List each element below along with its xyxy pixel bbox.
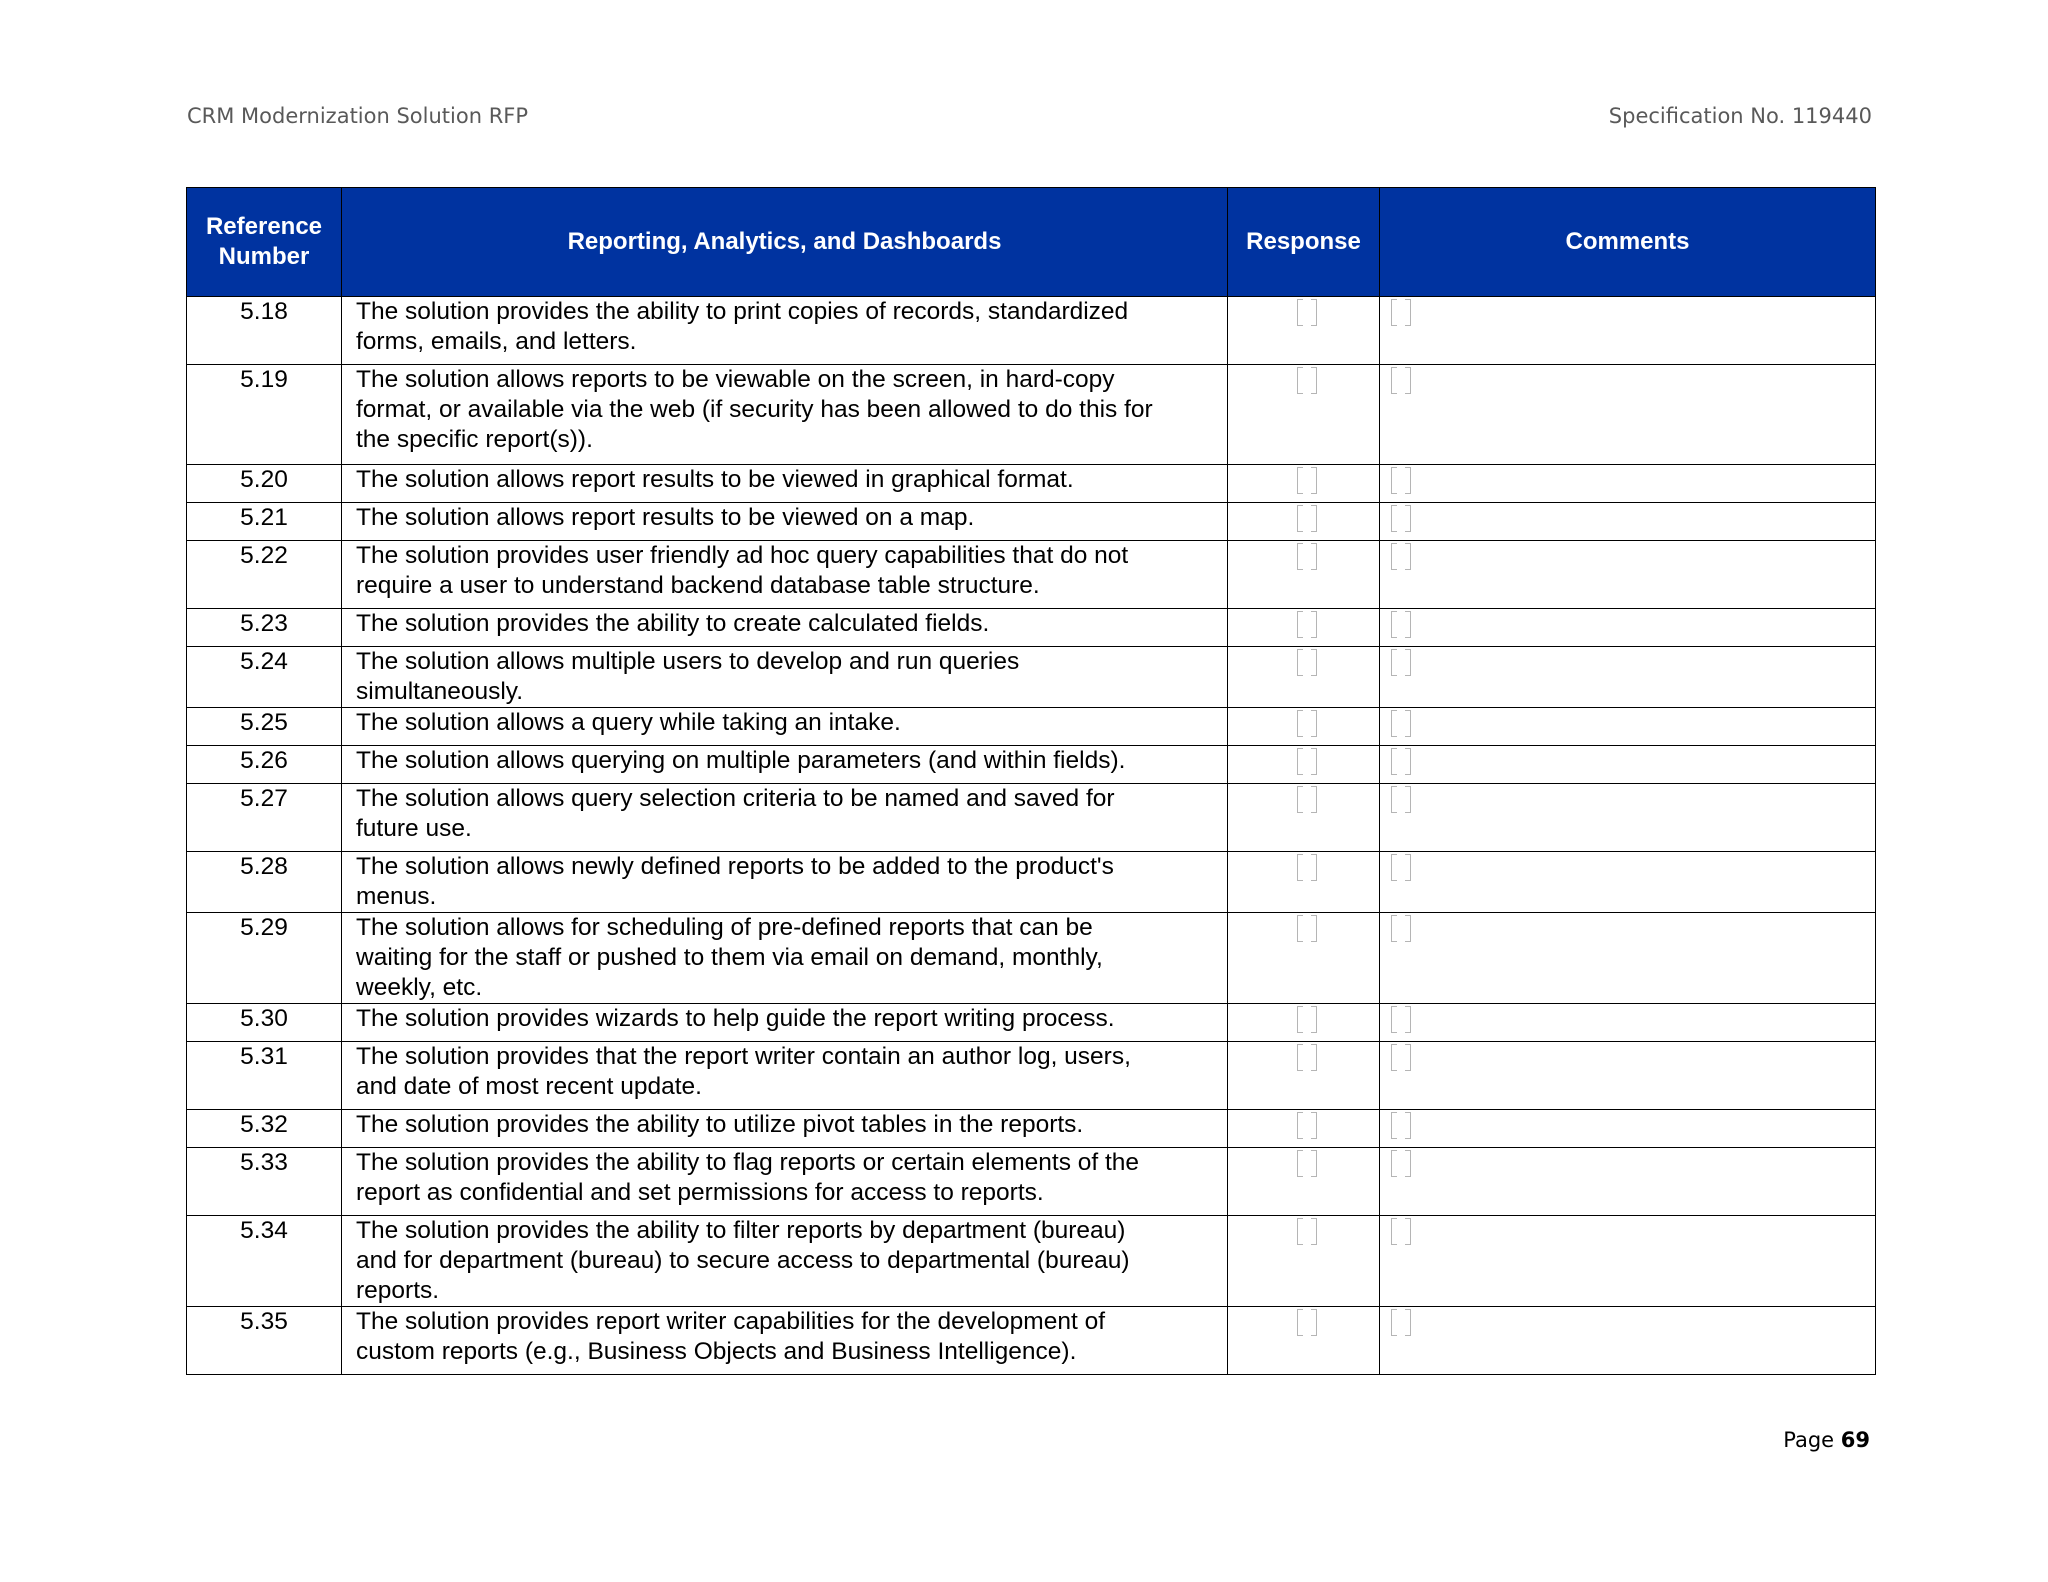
comments-form-field[interactable] (1391, 467, 1411, 494)
comments-form-field[interactable] (1391, 1218, 1411, 1245)
running-header-spec-number: Specification No. 119440 (1608, 104, 1872, 128)
table-row (187, 297, 1876, 365)
comments-form-field[interactable] (1391, 649, 1411, 676)
requirement-description (342, 784, 1228, 852)
reference-number: 5.23 (187, 609, 342, 647)
response-cell (1228, 852, 1380, 913)
page-number: 69 (1840, 1428, 1870, 1452)
requirement-text-line: simultaneously. (356, 678, 524, 705)
reference-number: 5.32 (187, 1110, 342, 1148)
table-row (187, 1004, 1876, 1042)
table-row (187, 365, 1876, 465)
response-cell (1228, 746, 1380, 784)
comments-form-field[interactable] (1391, 1044, 1411, 1071)
requirement-text-line: The solution allows querying on multiple parameters (and within fields). (356, 747, 1126, 774)
response-form-field[interactable] (1297, 1112, 1317, 1139)
requirement-text-line: and for department (bureau) to secure access to departmental (bureau) (356, 1247, 1130, 1274)
response-form-field[interactable] (1297, 543, 1317, 570)
reference-number: 5.20 (187, 465, 342, 503)
comments-cell (1380, 609, 1876, 647)
comments-cell (1380, 1216, 1876, 1307)
response-cell (1228, 1042, 1380, 1110)
requirement-text-line: The solution allows newly defined reports to be added to the product's (356, 853, 1114, 880)
response-form-field[interactable] (1297, 748, 1317, 775)
table-row (187, 1110, 1876, 1148)
requirement-text-line: require a user to understand backend database table structure. (356, 572, 1040, 599)
column-header-comments: Comments (1380, 188, 1876, 297)
reference-number: 5.28 (187, 852, 342, 913)
requirement-description (342, 1307, 1228, 1375)
response-cell (1228, 1216, 1380, 1307)
table-row (187, 708, 1876, 746)
comments-cell (1380, 1004, 1876, 1042)
requirement-text-line: The solution allows query selection criteria to be named and saved for (356, 785, 1115, 812)
response-cell (1228, 1307, 1380, 1375)
response-cell (1228, 541, 1380, 609)
response-form-field[interactable] (1297, 367, 1317, 394)
table-row (187, 784, 1876, 852)
table-row (187, 609, 1876, 647)
comments-form-field[interactable] (1391, 367, 1411, 394)
reference-number: 5.21 (187, 503, 342, 541)
comments-cell (1380, 1042, 1876, 1110)
response-form-field[interactable] (1297, 786, 1317, 813)
requirement-text-line: The solution provides the ability to print copies of records, standardized (356, 298, 1129, 325)
requirement-description (342, 1110, 1228, 1148)
response-form-field[interactable] (1297, 649, 1317, 676)
comments-cell (1380, 1307, 1876, 1375)
response-cell (1228, 365, 1380, 465)
requirement-description (342, 609, 1228, 647)
response-form-field[interactable] (1297, 299, 1317, 326)
response-form-field[interactable] (1297, 505, 1317, 532)
requirement-description (342, 297, 1228, 365)
requirement-description (342, 1148, 1228, 1216)
requirement-text-line: report as confidential and set permissions for access to reports. (356, 1179, 1044, 1206)
requirement-text-line: custom reports (e.g., Business Objects and Business Intelligence). (356, 1338, 1077, 1365)
comments-cell (1380, 297, 1876, 365)
requirement-text-line: The solution provides the ability to utilize pivot tables in the reports. (356, 1111, 1084, 1138)
requirement-description (342, 465, 1228, 503)
requirement-description (342, 852, 1228, 913)
reference-number: 5.31 (187, 1042, 342, 1110)
comments-cell (1380, 1110, 1876, 1148)
response-cell (1228, 784, 1380, 852)
requirement-text-line: The solution provides the ability to create calculated fields. (356, 610, 990, 637)
reference-number: 5.22 (187, 541, 342, 609)
table-row (187, 1148, 1876, 1216)
response-form-field[interactable] (1297, 854, 1317, 881)
table-row (187, 541, 1876, 609)
reference-number: 5.35 (187, 1307, 342, 1375)
requirements-table (186, 187, 1876, 1375)
requirement-description (342, 365, 1228, 465)
requirement-text-line: The solution provides report writer capabilities for the development of (356, 1308, 1105, 1335)
reference-number: 5.30 (187, 1004, 342, 1042)
requirement-text-line: The solution allows report results to be viewed on a map. (356, 504, 975, 531)
reference-number: 5.18 (187, 297, 342, 365)
response-form-field[interactable] (1297, 1006, 1317, 1033)
table-row (187, 746, 1876, 784)
requirement-text-line: future use. (356, 815, 472, 842)
reference-number: 5.25 (187, 708, 342, 746)
requirement-description (342, 1004, 1228, 1042)
requirement-description (342, 1042, 1228, 1110)
requirement-text-line: and date of most recent update. (356, 1073, 702, 1100)
reference-number: 5.33 (187, 1148, 342, 1216)
table-row (187, 1307, 1876, 1375)
response-cell (1228, 1110, 1380, 1148)
response-form-field[interactable] (1297, 710, 1317, 737)
response-form-field[interactable] (1297, 611, 1317, 638)
comments-cell (1380, 365, 1876, 465)
requirement-description (342, 647, 1228, 708)
reference-number: 5.29 (187, 913, 342, 1004)
comments-form-field[interactable] (1391, 748, 1411, 775)
reference-number: 5.19 (187, 365, 342, 465)
requirement-text-line: menus. (356, 883, 437, 910)
requirement-description (342, 503, 1228, 541)
comments-form-field[interactable] (1391, 299, 1411, 326)
comments-form-field[interactable] (1391, 611, 1411, 638)
response-form-field[interactable] (1297, 1044, 1317, 1071)
requirement-description (342, 913, 1228, 1004)
comments-cell (1380, 465, 1876, 503)
comments-form-field[interactable] (1391, 710, 1411, 737)
response-cell (1228, 913, 1380, 1004)
table-row (187, 647, 1876, 708)
comments-form-field[interactable] (1391, 543, 1411, 570)
table-row (187, 852, 1876, 913)
comments-cell (1380, 541, 1876, 609)
response-form-field[interactable] (1297, 467, 1317, 494)
response-cell (1228, 609, 1380, 647)
column-header-response: Response (1228, 188, 1380, 297)
reference-number: 5.27 (187, 784, 342, 852)
comments-form-field[interactable] (1391, 854, 1411, 881)
requirement-text-line: The solution allows reports to be viewable on the screen, in hard-copy (356, 366, 1115, 393)
column-header-reference-line1: Reference (205, 213, 323, 240)
requirement-text-line: The solution allows for scheduling of pre-defined reports that can be (356, 914, 1093, 941)
running-header-title: CRM Modernization Solution RFP (187, 104, 529, 128)
reference-number: 5.34 (187, 1216, 342, 1307)
column-header-reference-line2: Number (218, 243, 310, 270)
table-body (187, 297, 1876, 1375)
comments-form-field[interactable] (1391, 786, 1411, 813)
table-row (187, 1042, 1876, 1110)
comments-cell (1380, 708, 1876, 746)
requirement-text-line: the specific report(s)). (356, 426, 593, 453)
response-cell (1228, 1004, 1380, 1042)
response-form-field[interactable] (1297, 1309, 1317, 1336)
comments-cell (1380, 1148, 1876, 1216)
response-cell (1228, 1148, 1380, 1216)
table-row (187, 1216, 1876, 1307)
page-label: Page (1783, 1428, 1835, 1452)
requirement-description (342, 708, 1228, 746)
requirement-description (342, 746, 1228, 784)
requirement-text-line: The solution allows multiple users to develop and run queries (356, 648, 1020, 675)
requirement-description (342, 1216, 1228, 1307)
reference-number: 5.26 (187, 746, 342, 784)
column-header-section-title: Reporting, Analytics, and Dashboards (342, 188, 1228, 297)
requirement-text-line: reports. (356, 1277, 440, 1304)
requirement-text-line: The solution provides that the report writer contain an author log, users, (356, 1043, 1131, 1070)
table-row (187, 503, 1876, 541)
comments-cell (1380, 913, 1876, 1004)
table-row (187, 465, 1876, 503)
requirement-text-line: forms, emails, and letters. (356, 328, 637, 355)
response-form-field[interactable] (1297, 915, 1317, 942)
page-footer (1783, 1428, 1870, 1452)
comments-form-field[interactable] (1391, 1150, 1411, 1177)
requirement-text-line: waiting for the staff or pushed to them via email on demand, monthly, (356, 944, 1103, 971)
comments-cell (1380, 503, 1876, 541)
response-cell (1228, 647, 1380, 708)
column-header-reference-number (187, 188, 342, 297)
reference-number: 5.24 (187, 647, 342, 708)
response-cell (1228, 297, 1380, 365)
requirement-text-line: The solution allows report results to be viewed in graphical format. (356, 466, 1074, 493)
comments-form-field[interactable] (1391, 1309, 1411, 1336)
comments-form-field[interactable] (1391, 505, 1411, 532)
requirement-text-line: The solution provides the ability to filter reports by department (bureau) (356, 1217, 1126, 1244)
requirement-text-line: The solution provides user friendly ad hoc query capabilities that do not (356, 542, 1129, 569)
comments-form-field[interactable] (1391, 915, 1411, 942)
comments-cell (1380, 746, 1876, 784)
comments-cell (1380, 647, 1876, 708)
response-form-field[interactable] (1297, 1150, 1317, 1177)
comments-form-field[interactable] (1391, 1006, 1411, 1033)
table-header-row (187, 188, 1876, 297)
comments-cell (1380, 784, 1876, 852)
table-row (187, 913, 1876, 1004)
requirement-text-line: The solution provides wizards to help guide the report writing process. (356, 1005, 1115, 1032)
requirement-text-line: weekly, etc. (356, 974, 483, 1001)
comments-cell (1380, 852, 1876, 913)
response-form-field[interactable] (1297, 1218, 1317, 1245)
requirement-description (342, 541, 1228, 609)
response-cell (1228, 503, 1380, 541)
comments-form-field[interactable] (1391, 1112, 1411, 1139)
requirement-text-line: format, or available via the web (if security has been allowed to do this for (356, 396, 1153, 423)
requirement-text-line: The solution allows a query while taking an intake. (356, 709, 901, 736)
response-cell (1228, 708, 1380, 746)
response-cell (1228, 465, 1380, 503)
requirement-text-line: The solution provides the ability to flag reports or certain elements of the (356, 1149, 1140, 1176)
